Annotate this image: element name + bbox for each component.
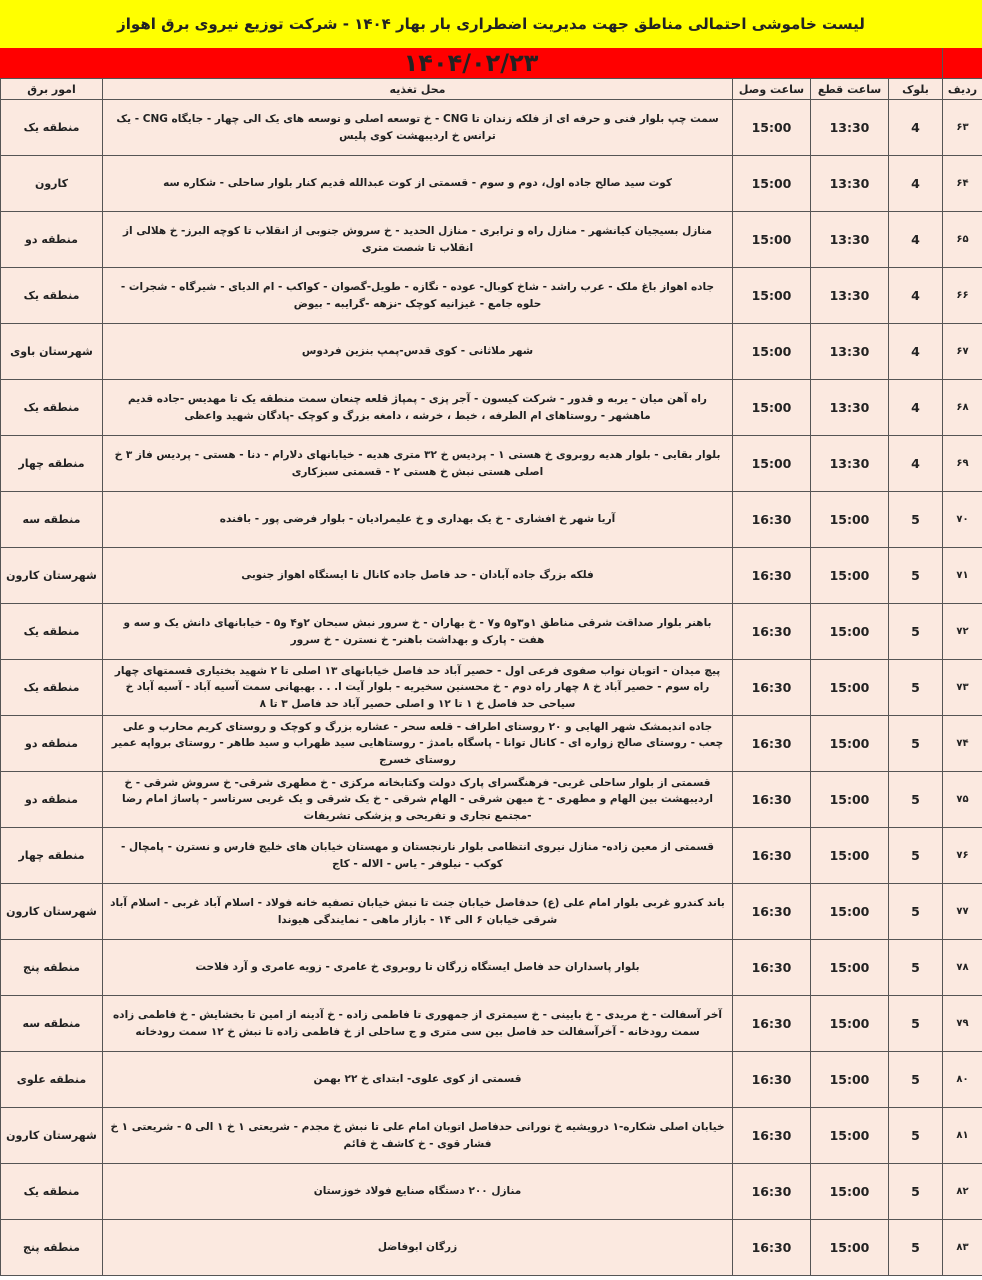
row-number-cell: ۶۴ [943,156,982,212]
row-number-cell: ۶۶ [943,268,982,324]
table-row [1,1052,982,1108]
connect-time-cell: 15:00 [733,268,811,324]
cut-time-cell: 15:00 [811,716,889,772]
block-cell: 5 [889,884,943,940]
cut-time-cell: 15:00 [811,604,889,660]
location-cell: قسمتی از کوی علوی- ابتدای خ ۲۲ بهمن [103,1052,733,1108]
cut-time-cell: 15:00 [811,940,889,996]
area-cell: منطقه یک [1,268,103,324]
table-row [1,1164,982,1220]
table-row [1,772,982,828]
connect-time-cell: 15:00 [733,156,811,212]
area-cell: منطقه پنج [1,940,103,996]
column-header-row: ردیف [943,79,982,100]
connect-time-cell: 15:00 [733,380,811,436]
row-number-cell: ۶۳ [943,100,982,156]
connect-time-cell: 16:30 [733,884,811,940]
table-row [1,1220,982,1276]
cut-time-cell: 15:00 [811,548,889,604]
cut-time-cell: 15:00 [811,996,889,1052]
row-number-cell: ۸۰ [943,1052,982,1108]
connect-time-cell: 15:00 [733,324,811,380]
block-cell: 5 [889,1052,943,1108]
cut-time-cell: 13:30 [811,212,889,268]
connect-time-cell: 16:30 [733,940,811,996]
area-cell: منطقه یک [1,380,103,436]
cut-time-cell: 13:30 [811,156,889,212]
block-cell: 5 [889,940,943,996]
row-number-cell: ۶۸ [943,380,982,436]
connect-time-cell: 16:30 [733,1052,811,1108]
row-number-cell: ۶۵ [943,212,982,268]
table-row [1,212,982,268]
row-number-cell: ۷۷ [943,884,982,940]
row-number-cell: ۷۰ [943,492,982,548]
cut-time-cell: 13:30 [811,436,889,492]
row-number-cell: ۷۹ [943,996,982,1052]
location-cell: شهر ملاثانی - کوی قدس-پمپ بنزین فردوس [103,324,733,380]
connect-time-cell: 15:00 [733,436,811,492]
table-row [1,828,982,884]
block-cell: 4 [889,268,943,324]
connect-time-cell: 16:30 [733,1164,811,1220]
location-cell: جاده اهواز باغ ملک - عرب راشد - شاخ کوبال- عوده - نگازه - طویل-گصوان - کواکب - ام الدیای - شیرگاه - شجرات - حلوه جامع - غیزانیه کوچک -نزهه -گرایبه - بیوض [103,268,733,324]
block-cell: 4 [889,380,943,436]
location-cell: کوت سید صالح جاده اول، دوم و سوم - قسمتی از کوت عبدالله قدیم کنار بلوار ساحلی - شکاره سه [103,156,733,212]
block-cell: 4 [889,156,943,212]
row-number-cell: ۸۳ [943,1220,982,1276]
page-title [0,0,982,49]
table-row [1,100,982,156]
block-cell: 5 [889,548,943,604]
area-cell: منطقه دو [1,772,103,828]
location-cell: قسمتی از معین زاده- منازل نیروی انتظامی بلوار نارنجستان و مهستان خیابان های خلیج فارس و نسترن - پامچال - کوکب - نیلوفر - یاس - الاله - کاج [103,828,733,884]
connect-time-cell: 16:30 [733,716,811,772]
area-cell: منطقه سه [1,996,103,1052]
row-number-cell: ۸۱ [943,1108,982,1164]
connect-time-cell: 16:30 [733,604,811,660]
table-row [1,716,982,772]
table-row [1,548,982,604]
column-header-connect-time: ساعت وصل [733,79,811,100]
table-row [1,324,982,380]
location-cell: جاده اندیمشک شهر الهایی و ۲۰ روستای اطراف - قلعه سحر - عشاره بزرگ و کوچک و روستای کریم محارب و علی چعب - روستای صالح زواره ای - کانال توانا - پاسگاه بامدژ - روستاهایی سید ظهراب و سید طاهر - روستای برواپه عمیر روستای خسرج [103,716,733,772]
area-cell: منطقه چهار [1,436,103,492]
block-cell: 5 [889,1164,943,1220]
row-number-cell: ۷۶ [943,828,982,884]
table-header-row [1,79,982,100]
row-number-cell: ۶۷ [943,324,982,380]
location-cell: خیابان اصلی شکاره-۱ درویشیه خ نورانی حدفاصل اتوبان امام علی تا نبش خ مجدم - شریعتی ۱ خ ۱ الی ۵ - شریعتی ۱ خ فشار قوی - خ کاشف خ قائم [103,1108,733,1164]
connect-time-cell: 16:30 [733,548,811,604]
table-row [1,604,982,660]
area-cell: شهرستان باوی [1,324,103,380]
block-cell: 5 [889,996,943,1052]
block-cell: 4 [889,212,943,268]
table-row [1,268,982,324]
table-body [1,100,982,1276]
row-number-cell: ۷۵ [943,772,982,828]
outage-table [0,78,982,1276]
row-number-cell: ۶۹ [943,436,982,492]
block-cell: 5 [889,1108,943,1164]
cut-time-cell: 15:00 [811,1220,889,1276]
row-number-cell: ۷۳ [943,660,982,716]
location-cell: آخر آسفالت - خ مریدی - خ بایینی - خ سیمتری از جمهوری تا فاطمی زاده - خ آدینه از امین تا بخشایش - خ فاطمی زاده سمت رودخانه - آخرآسفالت حد فاصل بین سی متری و ج ساحلی از خ فاطمی زاده تا نبش خ ۱۲ سمت رودخانه [103,996,733,1052]
location-cell: فلکه بزرگ جاده آبادان - حد فاصل جاده کانال تا ایستگاه اهواز جنوبی [103,548,733,604]
cut-time-cell: 15:00 [811,772,889,828]
area-cell: منطقه یک [1,660,103,716]
area-cell: شهرستان کارون [1,548,103,604]
area-cell: منطقه علوی [1,1052,103,1108]
row-number-cell: ۷۸ [943,940,982,996]
location-cell: بلوار بقایی - بلوار هدیه روبروی خ هستی ۱ - پردیس خ ۳۲ متری هدیه - خیابانهای دلارام - دنا - هستی - پردیس فاز ۳ خ اصلی هستی نبش خ هستی ۲ - قسمتی سبزکاری [103,436,733,492]
cut-time-cell: 13:30 [811,380,889,436]
location-cell: بلوار پاسداران حد فاصل ایستگاه زرگان تا روبروی خ عامری - زویه عامری و آرد فلاحت [103,940,733,996]
area-cell: شهرستان کارون [1,884,103,940]
area-cell: منطقه یک [1,100,103,156]
date-text: ۱۴۰۴/۰۲/۲۳ [403,49,539,77]
cut-time-cell: 15:00 [811,1052,889,1108]
row-number-cell: ۸۲ [943,1164,982,1220]
cut-time-cell: 15:00 [811,884,889,940]
location-cell: آریا شهر خ افشاری - خ یک بهداری و خ علیمرادیان - بلوار فرضی پور - بافنده [103,492,733,548]
area-cell: منطقه دو [1,716,103,772]
location-cell: قسمتی از بلوار ساحلی غربی- فرهنگسرای پارک دولت وکتابخانه مرکزی - خ مطهری شرقی- خ سروش شرقی - خ اردیبهشت بین الهام و مطهری - خ میهن شرقی - الهام شرقی - خ یک شرقی و یک غربی سرتاسر - پاساژ امام رضا -مجتمع تجاری و تفریحی و پزشکی تشریفات [103,772,733,828]
cut-time-cell: 15:00 [811,1164,889,1220]
location-cell: باهنر بلوار صداقت شرقی مناطق ۱و۳و۵ و۷ - خ بهاران - خ سرور نبش سبحان ۲و۴ و۵ - خیابانهای دانش یک و سه و هفت - پارک و بهداشت باهنر- خ نسترن - خ سرور [103,604,733,660]
block-cell: 5 [889,604,943,660]
area-cell: شهرستان کارون [1,1108,103,1164]
table-row [1,660,982,716]
area-cell: منطقه پنج [1,1220,103,1276]
block-cell: 5 [889,1220,943,1276]
location-cell: راه آهن میان - یربه و قدور - شرکت کیسون - آجر پزی - پمپاژ قلعه چنعان سمت منطقه یک تا مهدیس -جاده قدیم ماهشهر - روستاهای ام الطرفه ، خیط ، خرشه ، دامغه بزرگ و کوچک -پادگان شهید واعظی [103,380,733,436]
block-cell: 5 [889,828,943,884]
connect-time-cell: 15:00 [733,212,811,268]
cut-time-cell: 13:30 [811,268,889,324]
date-banner [0,48,982,79]
location-cell: سمت چپ بلوار فنی و حرفه ای از فلکه زندان تا CNG - خ توسعه اصلی و توسعه های یک الی چهار - جایگاه CNG - یک ترانس خ اردیبهشت کوی پلیس [103,100,733,156]
row-number-cell: ۷۴ [943,716,982,772]
table-row [1,1108,982,1164]
table-row [1,156,982,212]
cut-time-cell: 13:30 [811,324,889,380]
column-header-area: امور برق [1,79,103,100]
block-cell: 4 [889,324,943,380]
connect-time-cell: 16:30 [733,1220,811,1276]
location-cell: منازل بسیجیان کیانشهر - منازل راه و ترابری - منازل الحدید - خ سروش جنوبی از انقلاب تا کوچه البرز- خ هلالی از انقلاب تا شصت متری [103,212,733,268]
connect-time-cell: 16:30 [733,828,811,884]
row-number-cell: ۷۲ [943,604,982,660]
connect-time-cell: 16:30 [733,1108,811,1164]
cut-time-cell: 15:00 [811,660,889,716]
connect-time-cell: 16:30 [733,772,811,828]
column-header-location: محل تغذیه [103,79,733,100]
location-cell: منازل ۲۰۰ دستگاه صنایع فولاد خوزستان [103,1164,733,1220]
area-cell: منطقه یک [1,1164,103,1220]
area-cell: منطقه یک [1,604,103,660]
area-cell: کارون [1,156,103,212]
table-row [1,996,982,1052]
area-cell: منطقه چهار [1,828,103,884]
cut-time-cell: 15:00 [811,492,889,548]
connect-time-cell: 16:30 [733,492,811,548]
block-cell: 5 [889,492,943,548]
connect-time-cell: 15:00 [733,100,811,156]
column-header-block: بلوک [889,79,943,100]
row-number-cell: ۷۱ [943,548,982,604]
table-row [1,380,982,436]
table-row [1,436,982,492]
block-cell: 4 [889,436,943,492]
cut-time-cell: 15:00 [811,828,889,884]
column-header-cut-time: ساعت قطع [811,79,889,100]
area-cell: منطقه سه [1,492,103,548]
cut-time-cell: 15:00 [811,1108,889,1164]
block-cell: 4 [889,100,943,156]
table-row [1,940,982,996]
cut-time-cell: 13:30 [811,100,889,156]
location-cell: باند کندرو غربی بلوار امام علی (ع) حدفاصل خیابان جنت تا نبش خیابان تصفیه خانه فولاد - اسلام آباد غربی - اسلام آباد شرقی خیابان ۶ الی ۱۴ - بازار ماهی - نمایندگی هیوندا [103,884,733,940]
block-cell: 5 [889,772,943,828]
block-cell: 5 [889,660,943,716]
block-cell: 5 [889,716,943,772]
connect-time-cell: 16:30 [733,660,811,716]
title-text: لیست خاموشی احتمالی مناطق جهت مدیریت اضطراری بار بهار ۱۴۰۴ - شرکت توزیع نیروی برق اهواز [117,15,865,33]
location-cell: پیچ میدان - اتوبان نواب صفوی فرعی اول - حصیر آباد حد فاصل خیابانهای ۱۳ اصلی تا ۲ شهید بختیاری قسمتهای چهار راه سوم - حصیر آباد خ ۸ چهار راه دوم - خ محسنین سخیریه - بلوار آیت ا. . . بهبهانی سمت آسیه آباد - آسیه آباد خ سیاحی حد فاصل خ ۱ تا ۱۲ و اصلی حصیر آباد حد فاصل ۳ تا ۸ [103,660,733,716]
location-cell: زرگان ابوفاضل [103,1220,733,1276]
area-cell: منطقه دو [1,212,103,268]
table-row [1,492,982,548]
connect-time-cell: 16:30 [733,996,811,1052]
date-banner-divider [942,48,943,78]
table-row [1,884,982,940]
